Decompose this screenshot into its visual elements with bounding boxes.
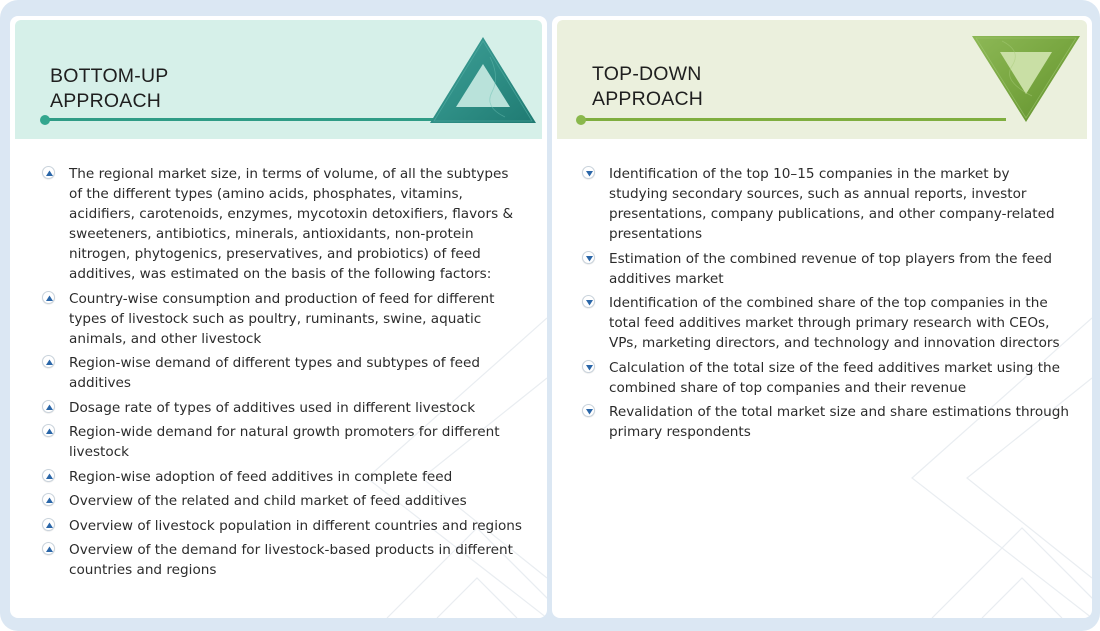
list-item (42, 491, 522, 511)
triangle-up-icon (430, 37, 536, 123)
list-item-text: The regional market size, in terms of volume, of all the subtypes of the different types (amino acids, phosphates, vitamins, acidifiers, carotenoids, enzymes, mycotoxin detoxifiers, flavors & sweeteners, antibiotics, minerals, antioxidants, non-protein nitrogen, phytogenics, preservatives, and probiotics) of feed additives, was estimated on the basis of the following factors: (69, 166, 514, 282)
list-item-text: Revalidation of the total market size and share estimations through primary respondents (609, 404, 1070, 440)
bullet-up-icon (42, 493, 55, 506)
bullet-up-icon (42, 400, 55, 413)
list-item (42, 422, 522, 462)
top-down-header (557, 20, 1087, 139)
list-item (42, 516, 522, 536)
top-down-panel (552, 16, 1092, 618)
bullet-up-icon (42, 291, 55, 304)
bullet-up-icon (42, 469, 55, 482)
bottom-up-header (15, 20, 542, 139)
list-item (582, 293, 1072, 353)
top-down-title (592, 62, 703, 112)
list-item-text: Overview of the demand for livestock-based products in different countries and regions (69, 542, 513, 578)
list-item (42, 540, 522, 580)
list-item-text: Region-wise adoption of feed additives in complete feed (69, 468, 453, 485)
bullet-up-icon (42, 518, 55, 531)
bullet-down-icon (582, 166, 595, 179)
triangle-down-icon (972, 36, 1080, 122)
list-item-text: Region-wide demand for natural growth promoters for different livestock (69, 424, 500, 460)
list-item-text: Identification of the top 10–15 companies in the market by studying secondary sources, such as annual reports, investor presentations, company publications, and other company-related presentations (609, 166, 1055, 242)
title-line-2: APPROACH (50, 90, 162, 112)
list-item (582, 402, 1072, 442)
bottom-up-panel (10, 16, 547, 618)
list-item (582, 249, 1072, 289)
list-item-text: Calculation of the total size of the feed additives market using the combined share of top companies and their revenue (609, 359, 1061, 396)
header-underline-dot (40, 115, 50, 125)
bullet-down-icon (582, 360, 595, 373)
list-item-text: Estimation of the combined revenue of top players from the feed additives market (609, 250, 1052, 287)
bullet-down-icon (582, 251, 595, 264)
title-line-1: TOP-DOWN (592, 63, 702, 85)
header-underline (44, 118, 434, 121)
title-line-1: BOTTOM-UP (50, 65, 169, 87)
list-item-text: Dosage rate of types of additives used in different livestock (69, 399, 476, 416)
bullet-down-icon (582, 404, 595, 417)
list-item (42, 164, 522, 284)
header-underline-dot (576, 115, 586, 125)
bullet-down-icon (582, 295, 595, 308)
bullet-up-icon (42, 542, 55, 555)
list-item (42, 398, 522, 418)
header-underline (581, 118, 1006, 121)
bullet-up-icon (42, 355, 55, 368)
list-item-text: Country-wise consumption and production of feed for different types of livestock such as poultry, ruminants, swine, aquatic animals, and other livestock (69, 290, 495, 347)
list-item (42, 467, 522, 487)
bottom-up-title (50, 64, 168, 114)
list-item-text: Overview of the related and child market of feed additives (69, 493, 467, 509)
list-item (42, 353, 522, 393)
list-item-text: Region-wise demand of different types and subtypes of feed additives (69, 355, 481, 391)
list-item (582, 358, 1072, 398)
bullet-up-icon (42, 166, 55, 179)
list-item (42, 289, 522, 349)
list-item-text: Identification of the combined share of the top companies in the total feed additives market through primary research with CEOs, VPs, marketing directors, and technology and innovation directors (609, 295, 1060, 351)
bullet-up-icon (42, 424, 55, 437)
top-down-list (582, 164, 1072, 447)
bottom-up-list (42, 164, 522, 585)
title-line-2: APPROACH (592, 88, 704, 110)
list-item-text: Overview of livestock population in different countries and regions (69, 517, 522, 534)
list-item (582, 164, 1072, 244)
